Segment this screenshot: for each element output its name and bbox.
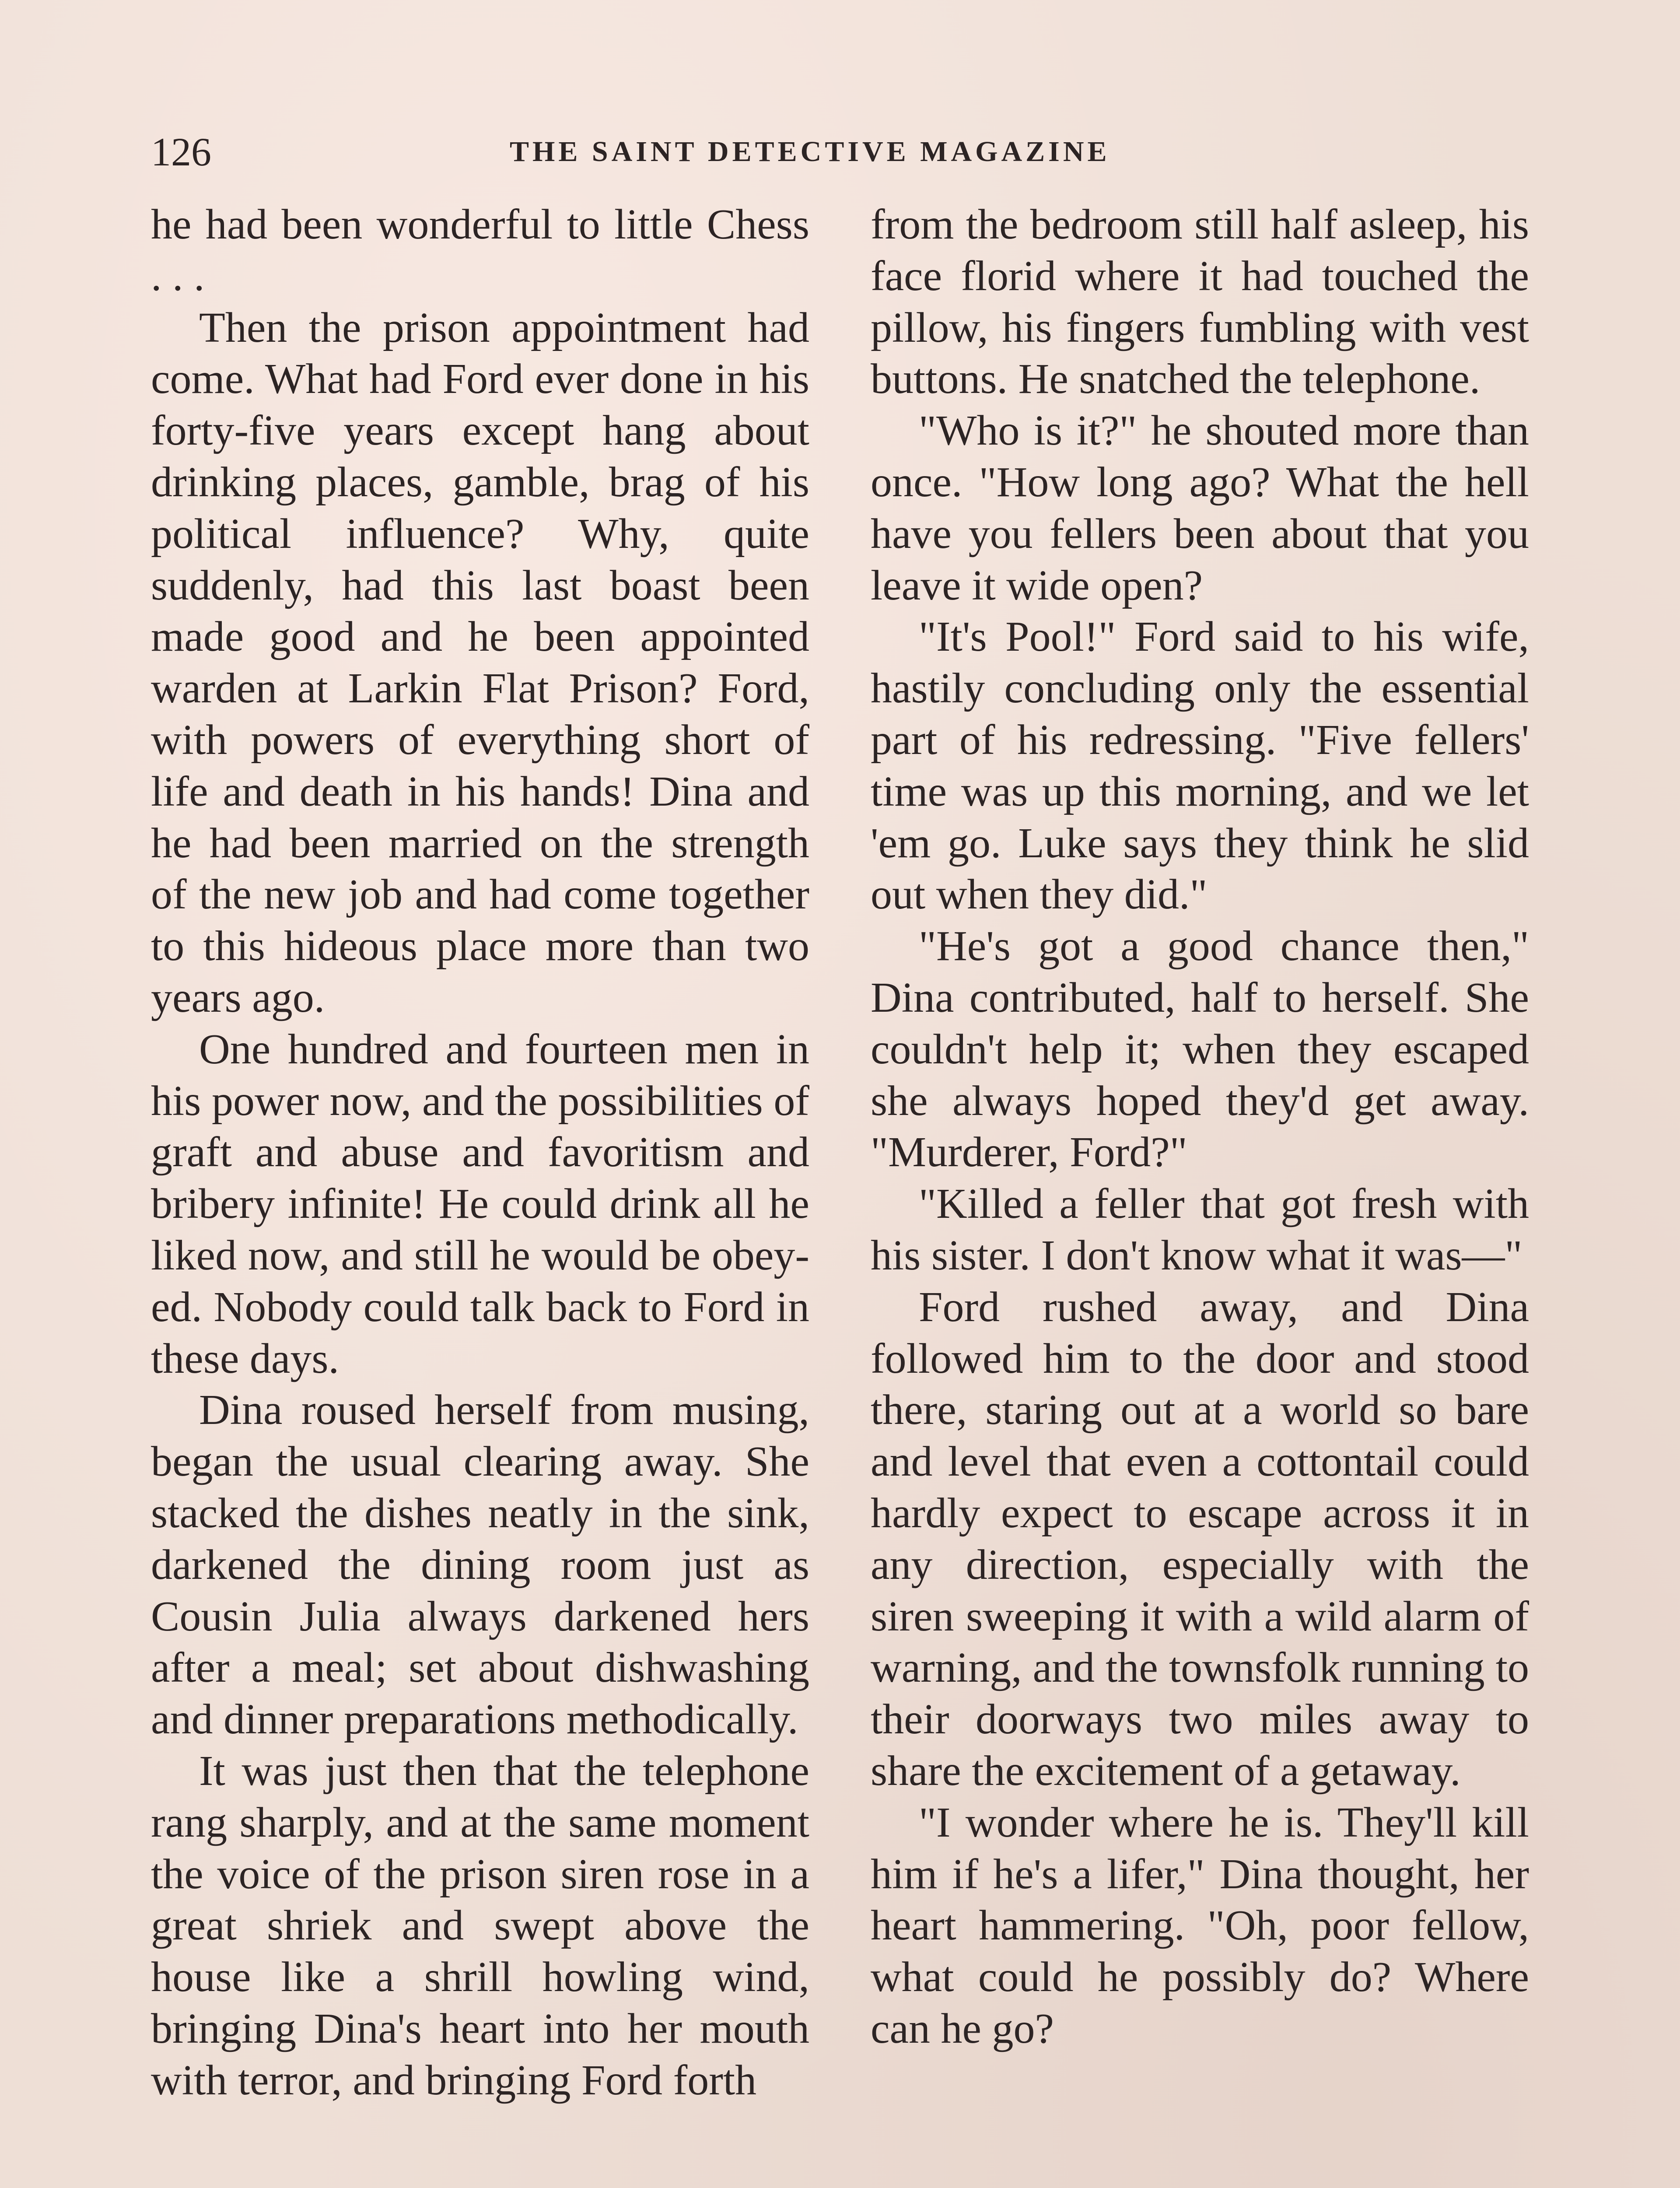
paragraph: he had been wonderful to little Chess . . .	[151, 201, 809, 300]
paragraph: "Killed a feller that got fresh with his sister. I don't know what it was—"	[871, 1180, 1529, 1279]
paragraph: One hundred and fourteen men in his power now, and the possibilities of graft and abuse and favoritism and bribery infinite! He could drink all he liked now, and still he would be obeyed. Nobody could talk back to Ford in these days.	[151, 1025, 809, 1382]
paragraph: "I wonder where he is. They'll kill him if he's a lifer," Dina thought, her heart hammering. "Oh, poor fellow, what could he possibly do? Where can he go?	[871, 1799, 1529, 2052]
paragraph: Ford rushed away, and Dina followed him to the door and stood there, staring out at a world so bare and level that even a cottontail could hardly expect to escape across it in any direction, especially with the siren sweeping it with a wild alarm of warning, and the townsfolk running to their doorways two miles away to share the excitement of a getaway.	[871, 1283, 1529, 1795]
right-column	[871, 199, 1529, 2055]
paragraph: Dina roused herself from musing, began the usual clearing away. She stacked the dishes neatly in the sink, darkened the dining room just as Cousin Julia always darkened hers after a meal; set about dishwashing and dinner preparations methodically.	[151, 1386, 809, 1743]
magazine-title: THE SAINT DETECTIVE MAGAZINE	[510, 136, 1110, 168]
paragraph: "He's got a good chance then," Dina contributed, half to herself. She couldn't help it; when they escaped she always hoped they'd get away. "Murderer, Ford?"	[871, 922, 1529, 1176]
paragraph: It was just then that the telephone rang sharply, and at the same moment the voice of the prison siren rose in a great shriek and swept above the house like a shrill howling wind, bringing Dina's heart into her mouth with terror, and bringing Ford forth	[151, 1747, 809, 2104]
paragraph: "Who is it?" he shouted more than once. "How long ago? What the hell have you fellers been about that you leave it wide open?	[871, 407, 1529, 609]
paragraph: "It's Pool!" Ford said to his wife, hastily concluding only the essential part of his redressing. "Five fellers' time was up this morning, and we let 'em go. Luke says they think he slid out when they did."	[871, 613, 1529, 919]
left-column	[151, 199, 809, 2106]
paragraph: Then the prison appointment had come. What had Ford ever done in his forty-five years except hang about drinking places, gamble, brag of his political influence? Why, quite suddenly, had this last boast been made good and he been appointed warden at Larkin Flat Prison? Ford, with powers of everything short of life and death in his hands! Dina and he had been married on the strength of the new job and had come together to this hideous place more than two years ago.	[151, 304, 809, 1021]
running-head	[151, 128, 1533, 176]
page-number: 126	[151, 130, 211, 174]
paragraph: from the bedroom still half asleep, his face florid where it had touched the pillow, his fingers fumbling with vest buttons. He snatched the telephone.	[871, 201, 1529, 403]
